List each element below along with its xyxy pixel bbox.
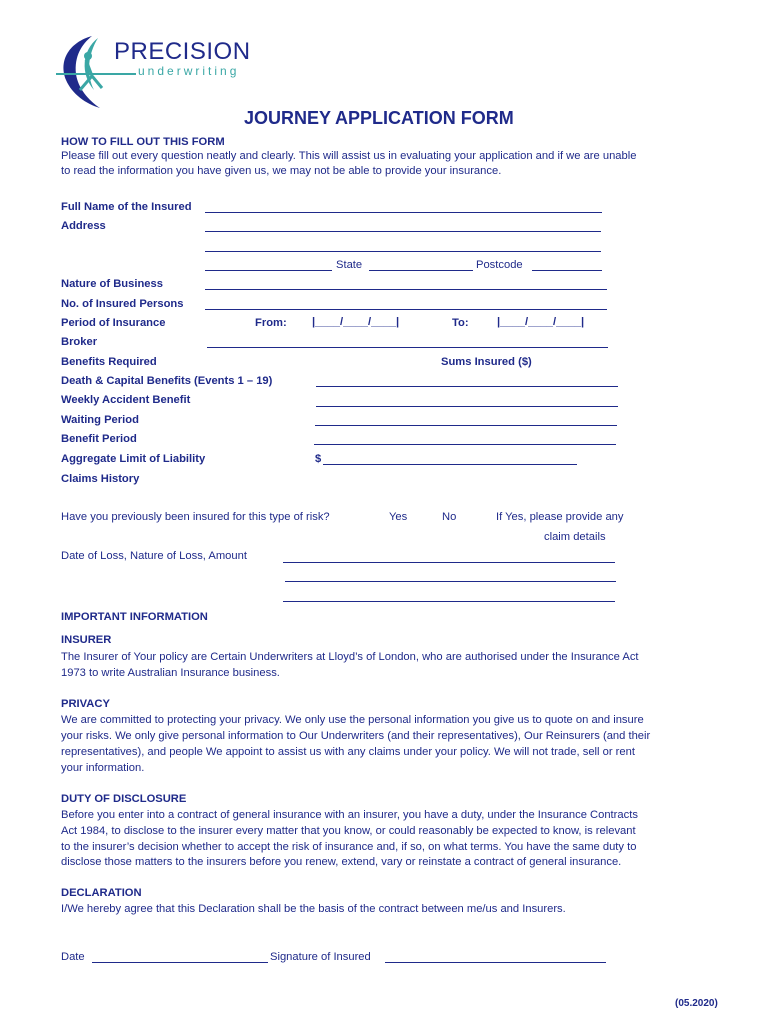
privacy-line-4: your information. (61, 762, 145, 774)
insurer-line-1: The Insurer of Your policy are Certain Underwriters at Lloyd’s of London, who are authorised under the Insurance Act (61, 651, 639, 663)
full-name-label: Full Name of the Insured (61, 201, 192, 213)
signature-label: Signature of Insured (270, 951, 371, 963)
benefit-period-field[interactable] (314, 444, 616, 445)
page-title: JOURNEY APPLICATION FORM (244, 108, 514, 128)
duty-line-3: to the insurer’s decision whether to accept the risk of insurance and, if so, on what terms. You have the same duty to (61, 841, 637, 853)
duty-heading: DUTY OF DISCLOSURE (61, 793, 187, 805)
privacy-line-2: your risks. We only give personal information to Our Underwriters (and their representatives), Our Reinsurers (and their (61, 730, 651, 742)
to-date-field[interactable]: |____/____/____| (497, 316, 585, 328)
signature-field[interactable] (385, 962, 606, 963)
insurer-heading: INSURER (61, 634, 112, 646)
precision-underwriting-logo (52, 30, 252, 110)
address-field-1[interactable] (205, 231, 601, 232)
loss-field-1[interactable] (283, 562, 615, 563)
privacy-line-3: representatives), and people We appoint to assist us with any claims under your policy. We will not trade, sell or rent (61, 746, 635, 758)
howto-heading: HOW TO FILL OUT THIS FORM (61, 136, 225, 148)
declaration-line-1: I/We hereby agree that this Declaration shall be the basis of the contract between me/us and Insurers. (61, 903, 566, 915)
dollar-sign: $ (315, 453, 322, 465)
death-capital-label: Death & Capital Benefits (Events 1 – 19) (61, 375, 273, 387)
yes-option[interactable]: Yes (389, 511, 408, 523)
address-field-2[interactable] (205, 251, 601, 252)
form-version: (05.2020) (675, 998, 718, 1009)
privacy-line-1: We are committed to protecting your privacy. We only use the personal information you give us to quote on and insure (61, 714, 644, 726)
brand-name: PRECISION (114, 38, 251, 65)
full-name-field[interactable] (205, 212, 602, 213)
waiting-period-label: Waiting Period (61, 414, 139, 426)
prev-insured-question: Have you previously been insured for this type of risk? (61, 511, 330, 523)
claim-details-text: claim details (544, 531, 606, 543)
declaration-heading: DECLARATION (61, 887, 142, 899)
no-option[interactable]: No (442, 511, 457, 523)
duty-line-1: Before you enter into a contract of general insurance with an insurer, you have a duty, under the Insurance Contracts (61, 809, 638, 821)
weekly-accident-label: Weekly Accident Benefit (61, 394, 191, 406)
postcode-field[interactable] (532, 270, 602, 271)
loss-field-3[interactable] (283, 601, 615, 602)
aggregate-label: Aggregate Limit of Liability (61, 453, 206, 465)
state-field[interactable] (369, 270, 473, 271)
date-label: Date (61, 951, 85, 963)
important-heading: IMPORTANT INFORMATION (61, 611, 208, 623)
duty-line-2: Act 1984, to disclose to the insurer every matter that you know, or could reasonably be expected to know, is relevant (61, 825, 636, 837)
weekly-accident-field[interactable] (316, 406, 618, 407)
loss-label: Date of Loss, Nature of Loss, Amount (61, 550, 247, 562)
from-date-field[interactable]: |____/____/____| (312, 316, 400, 328)
sums-insured-label: Sums Insured ($) (441, 356, 532, 368)
broker-field[interactable] (207, 347, 608, 348)
duty-line-4: disclose those matters to the insurers before you renew, extend, vary or reinstate a contract of general insurance. (61, 856, 622, 868)
postcode-label: Postcode (476, 259, 523, 271)
num-insured-label: No. of Insured Persons (61, 298, 184, 310)
privacy-heading: PRIVACY (61, 698, 110, 710)
to-label: To: (452, 317, 469, 329)
from-label: From: (255, 317, 287, 329)
howto-line-1: Please fill out every question neatly and clearly. This will assist us in evaluating your application and if we are unable (61, 150, 637, 162)
broker-label: Broker (61, 336, 98, 348)
num-insured-field[interactable] (205, 309, 607, 310)
death-capital-field[interactable] (316, 386, 618, 387)
loss-field-2[interactable] (285, 581, 616, 582)
benefit-period-label: Benefit Period (61, 433, 137, 445)
date-field[interactable] (92, 962, 268, 963)
aggregate-field[interactable] (323, 464, 577, 465)
suburb-field[interactable] (205, 270, 332, 271)
benefits-required-label: Benefits Required (61, 356, 157, 368)
brand-subtitle: underwriting (138, 64, 240, 78)
address-label: Address (61, 220, 106, 232)
if-yes-text: If Yes, please provide any (496, 511, 624, 523)
period-label: Period of Insurance (61, 317, 166, 329)
nature-business-field[interactable] (205, 289, 607, 290)
nature-business-label: Nature of Business (61, 278, 163, 290)
insurer-line-2: 1973 to write Australian Insurance business. (61, 667, 280, 679)
claims-history-label: Claims History (61, 473, 140, 485)
howto-line-2: to read the information you have given us, we may not be able to provide your insurance. (61, 165, 502, 177)
state-label: State (336, 259, 363, 271)
waiting-period-field[interactable] (315, 425, 617, 426)
